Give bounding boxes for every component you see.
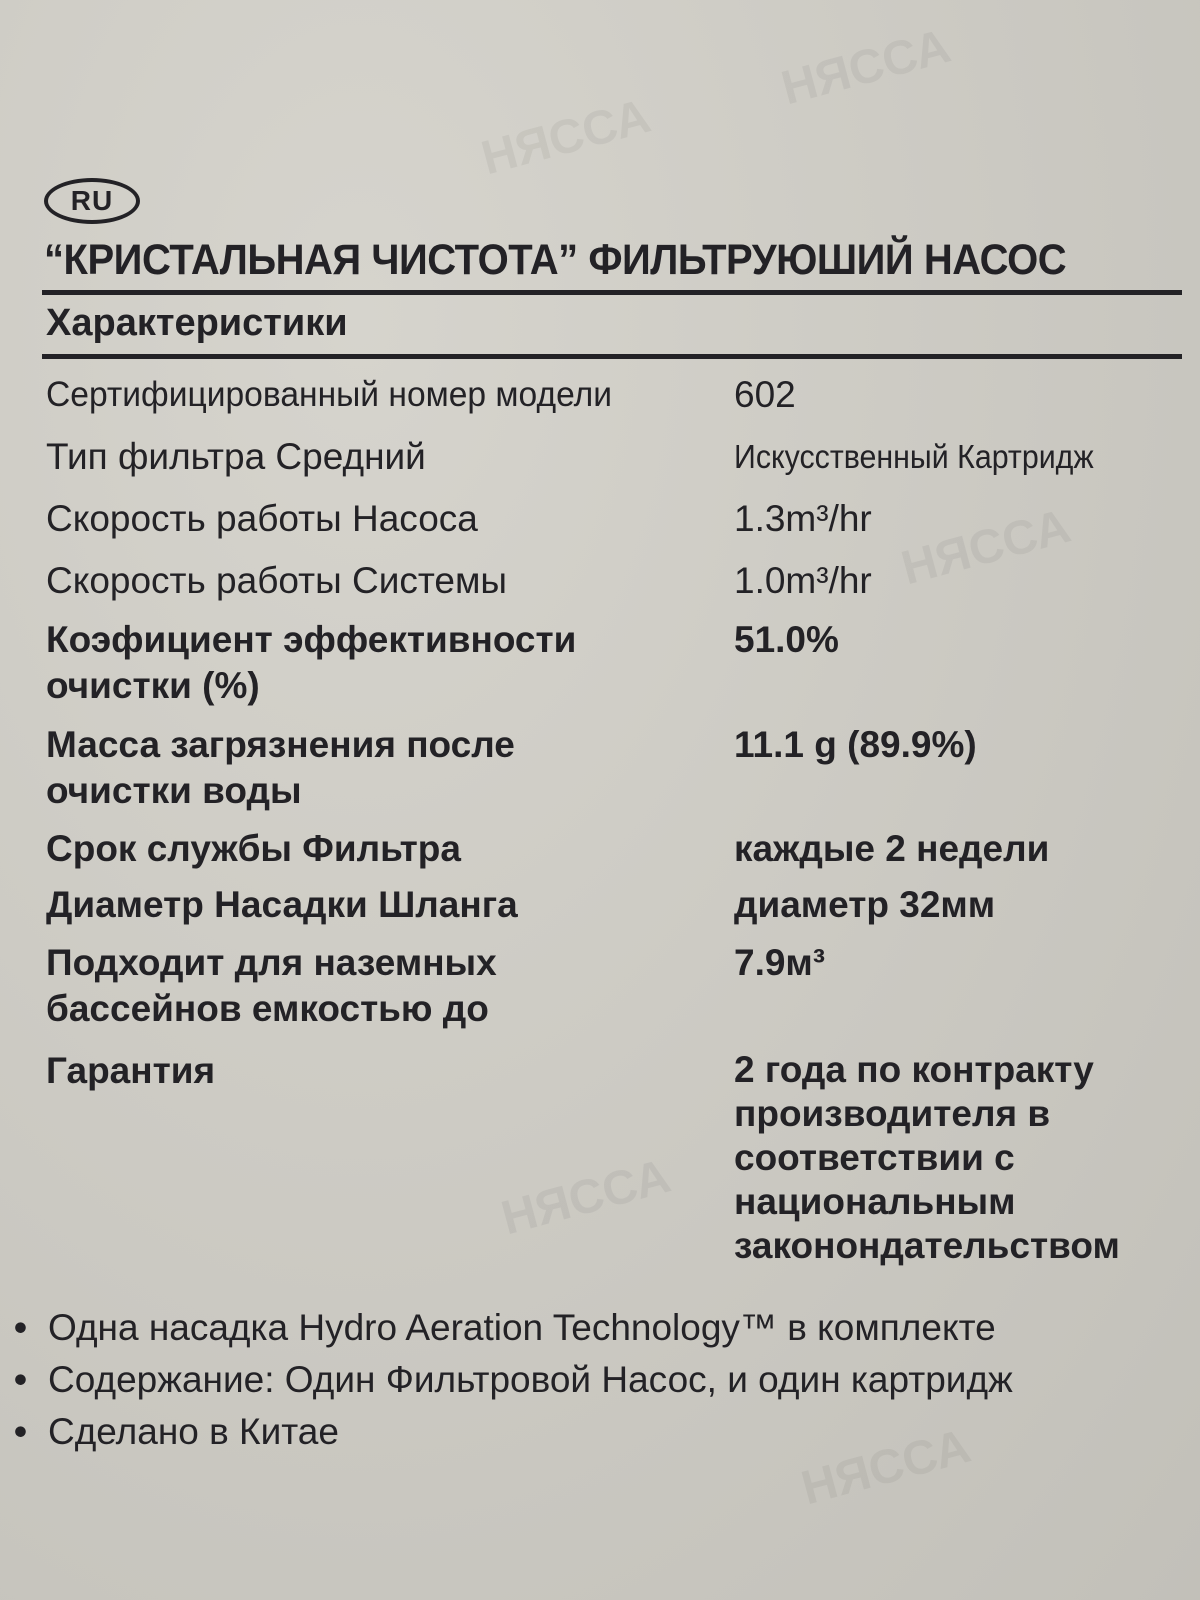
spec-label: Гарантия [46,1050,216,1091]
document-title: “КРИСТАЛЬНАЯ ЧИСТОТА” ФИЛЬТРУЮШИЙ НАСОС [44,236,1067,284]
bullet-list [14,1302,1194,1458]
spec-label: Скорость работы Системы [46,560,508,601]
bullet-marker: • [14,1307,27,1348]
spec-value: 602 [734,374,796,415]
spec-value: 51.0% [734,619,839,660]
watermark: НЯССА [796,1419,976,1516]
spec-value: 1.3m³/hr [734,498,872,539]
spec-value: 11.1 g (89.9%) [734,724,977,765]
list-item [14,1302,1194,1354]
spec-label: Подходит для наземных бассейнов емкостью до [46,942,497,1029]
bullet-marker: • [14,1411,27,1452]
bullet-marker: • [14,1359,27,1400]
spec-value: диаметр 32мм [734,884,996,925]
watermark: НЯССА [496,1149,676,1246]
section-divider [42,354,1182,359]
section-heading: Характеристики [46,302,348,344]
list-item [14,1406,1194,1458]
spec-value: 2 года по контракту производителя в соответствии с национальным законондательством [734,1049,1120,1266]
spec-label: Диаметр Насадки Шланга [46,884,518,925]
list-item-text: Содержание: Один Фильтровой Насос, и один картридж [48,1359,1013,1400]
title-divider [42,290,1182,295]
spec-value: каждые 2 недели [734,828,1050,869]
watermark: НЯССА [776,19,956,116]
watermark: НЯССА [896,499,1076,596]
spec-label: Масса загрязнения после очистки воды [46,724,515,811]
list-item-text: Сделано в Китае [48,1411,339,1452]
spec-label: Срок службы Фильтра [46,828,461,869]
spec-value: 1.0m³/hr [734,560,872,601]
spec-label: Коэфициент эффективности очистки (%) [46,619,577,706]
spec-value: 7.9м³ [734,942,826,983]
spec-label: Тип фильтра Средний [46,436,426,477]
watermark: НЯССА [476,89,656,186]
list-item [14,1354,1194,1406]
spec-label: Сертифицированный номер модели [46,375,613,414]
list-item-text: Одна насадка Hydro Aeration Technology™ в комплекте [48,1307,996,1348]
country-badge: RU [44,178,140,224]
spec-value: Искусственный Картридж [734,438,1094,475]
spec-label: Скорость работы Насоса [46,498,478,539]
